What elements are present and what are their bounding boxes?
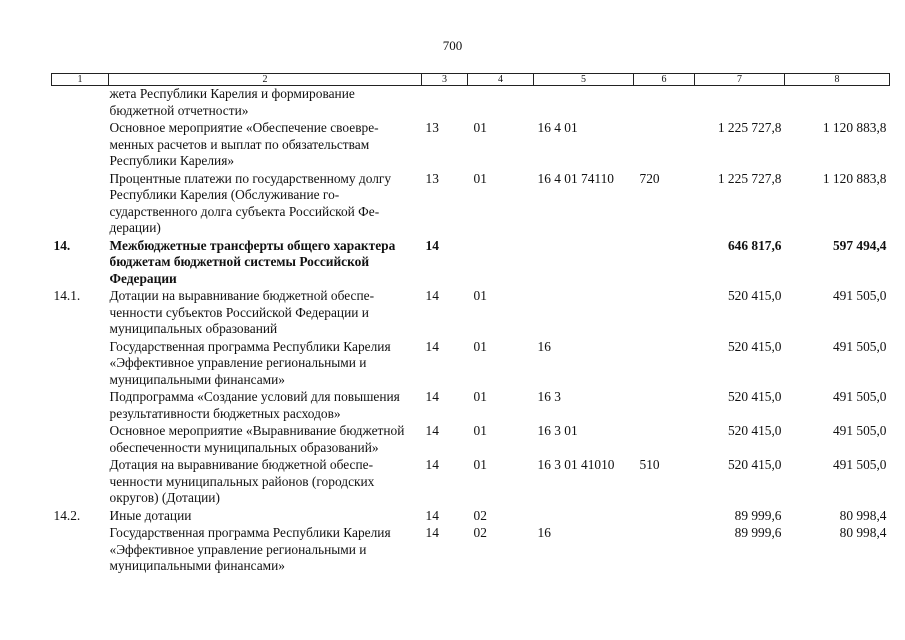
row-number <box>52 525 109 576</box>
row-expense-type <box>634 525 695 576</box>
row-amount-year1: 520 415,0 <box>727 288 782 303</box>
row-section-code <box>422 86 468 121</box>
row-amount-year2: 491 505,0 <box>832 288 887 303</box>
row-expense-type <box>634 508 695 526</box>
budget-table <box>51 73 890 576</box>
row-target-code: 16 3 <box>537 389 561 404</box>
row-subsection-code: 01 <box>473 338 487 354</box>
row-name: Основное мероприятие «Выравнивание бюджетной обеспеченности муниципальных образований» <box>109 423 405 455</box>
row-amount-year1: 646 817,6 <box>727 237 782 253</box>
header-col-3: 3 <box>422 74 468 86</box>
table-row <box>52 457 890 508</box>
row-target-code: 16 <box>537 525 551 540</box>
row-subsection-code: 01 <box>473 120 487 135</box>
row-expense-type: 510 <box>639 457 660 472</box>
table-row <box>52 171 890 238</box>
table-row <box>52 120 890 171</box>
row-section-code: 14 <box>425 338 439 354</box>
row-amount-year1: 520 415,0 <box>727 457 782 472</box>
row-expense-type <box>634 86 695 121</box>
row-section-code: 14 <box>425 507 439 523</box>
row-target-code: 16 <box>537 338 551 354</box>
row-amount-year2: 80 998,4 <box>839 507 887 523</box>
row-name: Процентные платежи по государственному долгу Республики Карелия (Обслуживание государственного долга субъекта Российской Федерации) <box>109 170 392 235</box>
header-col-4: 4 <box>468 74 534 86</box>
row-section-code: 14 <box>425 525 439 540</box>
row-section-code: 14 <box>425 288 439 303</box>
row-number: 14. <box>53 237 71 253</box>
row-amount-year1: 520 415,0 <box>727 423 782 438</box>
row-subsection-code: 01 <box>473 288 487 303</box>
row-section-code: 14 <box>425 423 439 438</box>
row-amount-year2 <box>785 86 890 121</box>
row-target-code: 16 4 01 74110 <box>537 170 614 186</box>
row-amount-year1: 520 415,0 <box>727 389 782 404</box>
row-amount-year2: 491 505,0 <box>832 423 887 438</box>
table-row <box>52 288 890 339</box>
row-name: Государственная программа Республики Карелия «Эффективное управление региональными и муниципальными финансами» <box>109 338 391 387</box>
header-col-6: 6 <box>634 74 695 86</box>
table-row <box>52 525 890 576</box>
row-amount-year1: 89 999,6 <box>734 507 782 523</box>
header-col-8: 8 <box>785 74 890 86</box>
row-amount-year2: 80 998,4 <box>839 525 887 540</box>
row-name: Основное мероприятие «Обеспечение своевременных расчетов и выплат по обязательствам Республики Карелия» <box>109 120 379 168</box>
row-section-code: 14 <box>425 457 439 472</box>
table-row <box>52 86 890 121</box>
row-section-code: 14 <box>425 389 439 404</box>
row-expense-type <box>634 288 695 339</box>
table-row <box>52 423 890 457</box>
row-subsection-code: 02 <box>473 525 487 540</box>
row-target-code: 16 3 01 41010 <box>537 457 615 472</box>
table-header-row <box>52 74 890 86</box>
row-amount-year2: 1 120 883,8 <box>822 170 887 186</box>
row-amount-year2: 597 494,4 <box>832 237 887 253</box>
row-number <box>52 86 109 121</box>
row-number <box>52 339 109 390</box>
row-target-code <box>534 86 634 121</box>
row-subsection-code: 01 <box>473 389 487 404</box>
row-target-code <box>534 238 634 289</box>
header-col-7: 7 <box>695 74 785 86</box>
header-col-1: 1 <box>52 74 109 86</box>
table-row <box>52 339 890 390</box>
row-amount-year1: 89 999,6 <box>734 525 782 540</box>
row-name: Иные дотации <box>109 507 192 523</box>
row-expense-type <box>634 339 695 390</box>
row-amount-year2: 491 505,0 <box>832 457 887 472</box>
row-number: 14.1. <box>53 288 81 303</box>
row-name: жета Республики Карелия и формирование бюджетной отчетности» <box>109 86 355 118</box>
row-amount-year2: 491 505,0 <box>832 338 887 354</box>
header-col-2: 2 <box>109 74 422 86</box>
row-target-code <box>534 508 634 526</box>
table-body <box>52 86 890 576</box>
table-row <box>52 238 890 289</box>
row-name: Дотация на выравнивание бюджетной обеспеченности муниципальных районов (городских округов) (Дотации) <box>109 457 375 505</box>
header-col-5: 5 <box>534 74 634 86</box>
row-subsection-code: 01 <box>473 423 487 438</box>
row-subsection-code: 01 <box>473 170 487 186</box>
row-name: Дотации на выравнивание бюджетной обеспеченности субъектов Российской Федерации и муниципальных образований <box>109 288 375 336</box>
row-number <box>52 457 109 508</box>
table-row <box>52 508 890 526</box>
row-target-code: 16 4 01 <box>537 120 578 135</box>
row-number <box>52 423 109 457</box>
row-number <box>52 120 109 171</box>
row-subsection-code <box>468 238 534 289</box>
row-section-code: 13 <box>425 170 439 186</box>
row-number <box>52 171 109 238</box>
row-expense-type: 720 <box>639 170 660 186</box>
row-subsection-code: 02 <box>473 507 487 523</box>
row-number: 14.2. <box>53 507 81 523</box>
page-number: 700 <box>442 38 463 53</box>
row-section-code: 14 <box>425 237 439 253</box>
row-amount-year1: 1 225 727,8 <box>717 120 782 135</box>
row-subsection-code: 01 <box>473 457 487 472</box>
row-amount-year1 <box>695 86 785 121</box>
row-expense-type <box>634 423 695 457</box>
row-number <box>52 389 109 423</box>
row-amount-year1: 520 415,0 <box>727 338 782 354</box>
row-amount-year2: 1 120 883,8 <box>822 120 887 135</box>
row-target-code: 16 3 01 <box>537 423 578 438</box>
table-row <box>52 389 890 423</box>
row-name: Межбюджетные трансферты общего характера бюджетам бюджетной системы Российской Федерации <box>109 237 396 286</box>
row-expense-type <box>634 389 695 423</box>
row-subsection-code <box>468 86 534 121</box>
row-section-code: 13 <box>425 120 439 135</box>
row-expense-type <box>634 238 695 289</box>
row-amount-year2: 491 505,0 <box>832 389 887 404</box>
row-name: Подпрограмма «Создание условий для повышения результативности бюджетных расходов» <box>109 389 400 421</box>
row-target-code <box>534 288 634 339</box>
row-amount-year1: 1 225 727,8 <box>717 170 782 186</box>
row-name: Государственная программа Республики Карелия «Эффективное управление региональными и муниципальными финансами» <box>109 525 391 573</box>
row-expense-type <box>634 120 695 171</box>
